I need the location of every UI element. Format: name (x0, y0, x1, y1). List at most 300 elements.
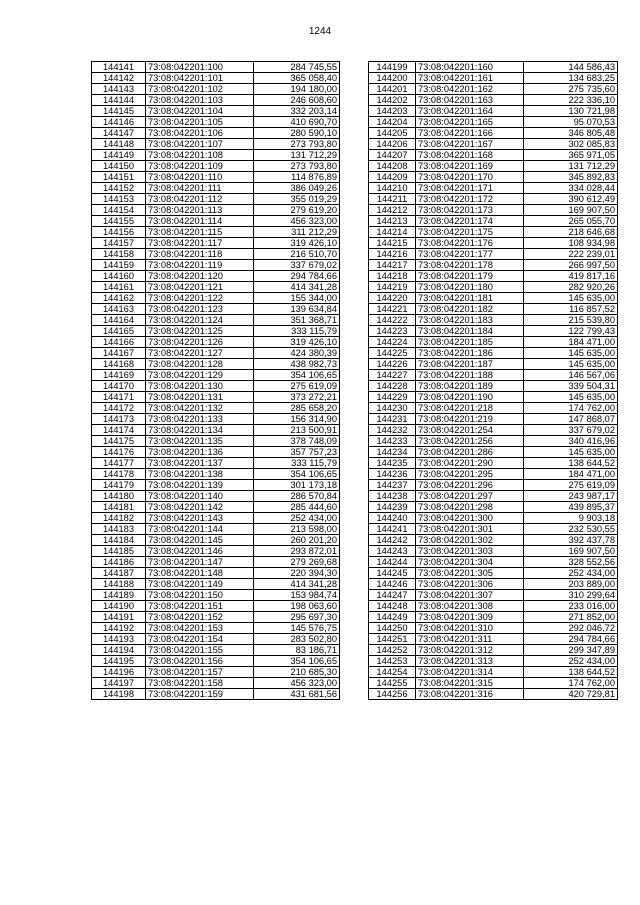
cadastral-number-cell: 73:08:042201:163 (416, 95, 524, 106)
cadastral-number-cell: 73:08:042201:140 (146, 491, 254, 502)
row-number-cell: 144183 (92, 524, 146, 535)
value-cell: 210 685,30 (254, 667, 340, 678)
row-number-cell: 144219 (369, 282, 416, 293)
left-data-table (91, 61, 340, 700)
row-number-cell: 144225 (369, 348, 416, 359)
row-number-cell: 144153 (92, 194, 146, 205)
row-number-cell: 144205 (369, 128, 416, 139)
row-number-cell: 144174 (92, 425, 146, 436)
table-row (92, 557, 340, 568)
value-cell: 414 341,28 (254, 579, 340, 590)
cadastral-number-cell: 73:08:042201:133 (146, 414, 254, 425)
cadastral-number-cell: 73:08:042201:314 (416, 667, 524, 678)
row-number-cell: 144175 (92, 436, 146, 447)
value-cell: 144 586,43 (524, 62, 618, 73)
cadastral-number-cell: 73:08:042201:308 (416, 601, 524, 612)
cadastral-number-cell: 73:08:042201:179 (416, 271, 524, 282)
value-cell: 155 344,00 (254, 293, 340, 304)
cadastral-number-cell: 73:08:042201:120 (146, 271, 254, 282)
row-number-cell: 144239 (369, 502, 416, 513)
value-cell: 333 115,79 (254, 458, 340, 469)
table-row (92, 62, 340, 73)
value-cell: 246 608,60 (254, 95, 340, 106)
row-number-cell: 144199 (369, 62, 416, 73)
row-number-cell: 144222 (369, 315, 416, 326)
cadastral-number-cell: 73:08:042201:118 (146, 249, 254, 260)
cadastral-number-cell: 73:08:042201:152 (146, 612, 254, 623)
value-cell: 386 049,26 (254, 183, 340, 194)
cadastral-number-cell: 73:08:042201:110 (146, 172, 254, 183)
cadastral-number-cell: 73:08:042201:136 (146, 447, 254, 458)
cadastral-number-cell: 73:08:042201:150 (146, 590, 254, 601)
table-row (92, 623, 340, 634)
table-row (369, 227, 618, 238)
cadastral-number-cell: 73:08:042201:165 (416, 117, 524, 128)
cadastral-number-cell: 73:08:042201:148 (146, 568, 254, 579)
value-cell: 131 712,29 (254, 150, 340, 161)
value-cell: 194 180,00 (254, 84, 340, 95)
table-row (92, 436, 340, 447)
cadastral-number-cell: 73:08:042201:181 (416, 293, 524, 304)
table-row (92, 139, 340, 150)
value-cell: 174 762,00 (524, 403, 618, 414)
table-row (369, 95, 618, 106)
value-cell: 138 644,52 (524, 458, 618, 469)
cadastral-number-cell: 73:08:042201:303 (416, 546, 524, 557)
table-row (92, 392, 340, 403)
value-cell: 114 876,89 (254, 172, 340, 183)
cadastral-number-cell: 73:08:042201:103 (146, 95, 254, 106)
cadastral-number-cell: 73:08:042201:153 (146, 623, 254, 634)
cadastral-number-cell: 73:08:042201:119 (146, 260, 254, 271)
cadastral-number-cell: 73:08:042201:180 (416, 282, 524, 293)
row-number-cell: 144230 (369, 403, 416, 414)
cadastral-number-cell: 73:08:042201:154 (146, 634, 254, 645)
value-cell: 184 471,00 (524, 469, 618, 480)
value-cell: 153 984,74 (254, 590, 340, 601)
row-number-cell: 144190 (92, 601, 146, 612)
row-number-cell: 144150 (92, 161, 146, 172)
table-row (92, 546, 340, 557)
value-cell: 346 805,48 (524, 128, 618, 139)
value-cell: 213 598,00 (254, 524, 340, 535)
row-number-cell: 144227 (369, 370, 416, 381)
cadastral-number-cell: 73:08:042201:121 (146, 282, 254, 293)
row-number-cell: 144253 (369, 656, 416, 667)
value-cell: 265 055,70 (524, 216, 618, 227)
cadastral-number-cell: 73:08:042201:114 (146, 216, 254, 227)
row-number-cell: 144209 (369, 172, 416, 183)
table-row (369, 194, 618, 205)
table-row (92, 326, 340, 337)
row-number-cell: 144213 (369, 216, 416, 227)
cadastral-number-cell: 73:08:042201:160 (416, 62, 524, 73)
row-number-cell: 144166 (92, 337, 146, 348)
value-cell: 271 852,00 (524, 612, 618, 623)
value-cell: 299 347,89 (524, 645, 618, 656)
row-number-cell: 144179 (92, 480, 146, 491)
cadastral-number-cell: 73:08:042201:311 (416, 634, 524, 645)
value-cell: 145 635,00 (524, 293, 618, 304)
table-row (369, 315, 618, 326)
row-number-cell: 144163 (92, 304, 146, 315)
cadastral-number-cell: 73:08:042201:107 (146, 139, 254, 150)
cadastral-number-cell: 73:08:042201:117 (146, 238, 254, 249)
cadastral-number-cell: 73:08:042201:108 (146, 150, 254, 161)
table-row (369, 436, 618, 447)
table-row (92, 634, 340, 645)
row-number-cell: 144157 (92, 238, 146, 249)
right-data-table (368, 61, 618, 700)
table-row (369, 392, 618, 403)
cadastral-number-cell: 73:08:042201:123 (146, 304, 254, 315)
table-row (92, 271, 340, 282)
value-cell: 203 889,00 (524, 579, 618, 590)
row-number-cell: 144208 (369, 161, 416, 172)
value-cell: 215 539,80 (524, 315, 618, 326)
row-number-cell: 144250 (369, 623, 416, 634)
value-cell: 339 504,31 (524, 381, 618, 392)
row-number-cell: 144234 (369, 447, 416, 458)
table-row (369, 513, 618, 524)
cadastral-number-cell: 73:08:042201:130 (146, 381, 254, 392)
row-number-cell: 144164 (92, 315, 146, 326)
cadastral-number-cell: 73:08:042201:138 (146, 469, 254, 480)
cadastral-number-cell: 73:08:042201:161 (416, 73, 524, 84)
value-cell: 116 857,52 (524, 304, 618, 315)
value-cell: 438 982,73 (254, 359, 340, 370)
table-row (369, 601, 618, 612)
row-number-cell: 144149 (92, 150, 146, 161)
table-row (369, 480, 618, 491)
cadastral-number-cell: 73:08:042201:310 (416, 623, 524, 634)
table-row (92, 205, 340, 216)
row-number-cell: 144154 (92, 205, 146, 216)
cadastral-number-cell: 73:08:042201:105 (146, 117, 254, 128)
value-cell: 108 934,98 (524, 238, 618, 249)
value-cell: 420 729,81 (524, 689, 618, 700)
cadastral-number-cell: 73:08:042201:112 (146, 194, 254, 205)
cadastral-number-cell: 73:08:042201:137 (146, 458, 254, 469)
table-row (92, 227, 340, 238)
row-number-cell: 144182 (92, 513, 146, 524)
row-number-cell: 144159 (92, 260, 146, 271)
value-cell: 145 576,75 (254, 623, 340, 634)
cadastral-number-cell: 73:08:042201:168 (416, 150, 524, 161)
table-row (92, 381, 340, 392)
row-number-cell: 144184 (92, 535, 146, 546)
value-cell: 260 201,20 (254, 535, 340, 546)
cadastral-number-cell: 73:08:042201:187 (416, 359, 524, 370)
table-row (369, 425, 618, 436)
table-row (92, 293, 340, 304)
value-cell: 354 106,65 (254, 469, 340, 480)
row-number-cell: 144235 (369, 458, 416, 469)
row-number-cell: 144255 (369, 678, 416, 689)
cadastral-number-cell: 73:08:042201:142 (146, 502, 254, 513)
cadastral-number-cell: 73:08:042201:188 (416, 370, 524, 381)
row-number-cell: 144197 (92, 678, 146, 689)
value-cell: 392 437,78 (524, 535, 618, 546)
table-row (92, 491, 340, 502)
value-cell: 357 757,23 (254, 447, 340, 458)
row-number-cell: 144152 (92, 183, 146, 194)
table-row (369, 139, 618, 150)
value-cell: 378 748,09 (254, 436, 340, 447)
cadastral-number-cell: 73:08:042201:184 (416, 326, 524, 337)
value-cell: 213 500,91 (254, 425, 340, 436)
value-cell: 337 679,02 (524, 425, 618, 436)
cadastral-number-cell: 73:08:042201:297 (416, 491, 524, 502)
value-cell: 285 444,60 (254, 502, 340, 513)
cadastral-number-cell: 73:08:042201:132 (146, 403, 254, 414)
table-row (92, 458, 340, 469)
table-row (369, 161, 618, 172)
table-row (92, 579, 340, 590)
row-number-cell: 144151 (92, 172, 146, 183)
table-row (369, 623, 618, 634)
table-row (92, 238, 340, 249)
table-row (369, 150, 618, 161)
value-cell: 169 907,50 (524, 546, 618, 557)
table-row (92, 601, 340, 612)
table-row (92, 348, 340, 359)
table-row (369, 238, 618, 249)
cadastral-number-cell: 73:08:042201:149 (146, 579, 254, 590)
value-cell: 282 920,26 (524, 282, 618, 293)
value-cell: 286 570,84 (254, 491, 340, 502)
cadastral-number-cell: 73:08:042201:144 (146, 524, 254, 535)
table-row (92, 216, 340, 227)
row-number-cell: 144243 (369, 546, 416, 557)
table-row (369, 216, 618, 227)
cadastral-number-cell: 73:08:042201:164 (416, 106, 524, 117)
row-number-cell: 144193 (92, 634, 146, 645)
table-row (369, 249, 618, 260)
cadastral-number-cell: 73:08:042201:145 (146, 535, 254, 546)
value-cell: 319 426,10 (254, 337, 340, 348)
cadastral-number-cell: 73:08:042201:174 (416, 216, 524, 227)
row-number-cell: 144161 (92, 282, 146, 293)
table-row (92, 414, 340, 425)
row-number-cell: 144168 (92, 359, 146, 370)
cadastral-number-cell: 73:08:042201:302 (416, 535, 524, 546)
row-number-cell: 144223 (369, 326, 416, 337)
row-number-cell: 144221 (369, 304, 416, 315)
row-number-cell: 144194 (92, 645, 146, 656)
value-cell: 279 619,20 (254, 205, 340, 216)
row-number-cell: 144247 (369, 590, 416, 601)
row-number-cell: 144165 (92, 326, 146, 337)
table-row (92, 469, 340, 480)
table-row (369, 348, 618, 359)
value-cell: 390 612,49 (524, 194, 618, 205)
table-row (369, 359, 618, 370)
row-number-cell: 144158 (92, 249, 146, 260)
cadastral-number-cell: 73:08:042201:183 (416, 315, 524, 326)
value-cell: 198 063,60 (254, 601, 340, 612)
value-cell: 275 619,09 (254, 381, 340, 392)
value-cell: 294 784,66 (254, 271, 340, 282)
row-number-cell: 144148 (92, 139, 146, 150)
table-row (369, 678, 618, 689)
value-cell: 311 212,29 (254, 227, 340, 238)
value-cell: 252 434,00 (524, 568, 618, 579)
table-row (369, 667, 618, 678)
value-cell: 410 690,70 (254, 117, 340, 128)
table-row (369, 491, 618, 502)
row-number-cell: 144143 (92, 84, 146, 95)
value-cell: 332 203,14 (254, 106, 340, 117)
table-row (369, 62, 618, 73)
table-row (369, 128, 618, 139)
table-row (92, 359, 340, 370)
cadastral-number-cell: 73:08:042201:167 (416, 139, 524, 150)
cadastral-number-cell: 73:08:042201:177 (416, 249, 524, 260)
row-number-cell: 144241 (369, 524, 416, 535)
cadastral-number-cell: 73:08:042201:129 (146, 370, 254, 381)
row-number-cell: 144144 (92, 95, 146, 106)
cadastral-number-cell: 73:08:042201:131 (146, 392, 254, 403)
value-cell: 328 552,56 (524, 557, 618, 568)
table-row (369, 568, 618, 579)
value-cell: 130 721,98 (524, 106, 618, 117)
value-cell: 333 115,79 (254, 326, 340, 337)
table-row (92, 568, 340, 579)
value-cell: 216 510,70 (254, 249, 340, 260)
table-row (369, 447, 618, 458)
row-number-cell: 144214 (369, 227, 416, 238)
table-row (92, 95, 340, 106)
table-row (369, 271, 618, 282)
row-number-cell: 144198 (92, 689, 146, 700)
row-number-cell: 144187 (92, 568, 146, 579)
row-number-cell: 144170 (92, 381, 146, 392)
row-number-cell: 144177 (92, 458, 146, 469)
value-cell: 334 028,44 (524, 183, 618, 194)
table-row (369, 612, 618, 623)
cadastral-number-cell: 73:08:042201:166 (416, 128, 524, 139)
value-cell: 273 793,80 (254, 139, 340, 150)
table-row (369, 557, 618, 568)
value-cell: 273 793,80 (254, 161, 340, 172)
value-cell: 424 380,39 (254, 348, 340, 359)
value-cell: 302 085,83 (524, 139, 618, 150)
row-number-cell: 144155 (92, 216, 146, 227)
row-number-cell: 144156 (92, 227, 146, 238)
table-row (92, 513, 340, 524)
table-row (369, 304, 618, 315)
value-cell: 131 712,29 (524, 161, 618, 172)
cadastral-number-cell: 73:08:042201:127 (146, 348, 254, 359)
row-number-cell: 144244 (369, 557, 416, 568)
table-row (92, 667, 340, 678)
table-row (369, 689, 618, 700)
cadastral-number-cell: 73:08:042201:125 (146, 326, 254, 337)
table-row (92, 161, 340, 172)
cadastral-number-cell: 73:08:042201:190 (416, 392, 524, 403)
value-cell: 419 817,16 (524, 271, 618, 282)
row-number-cell: 144201 (369, 84, 416, 95)
row-number-cell: 144141 (92, 62, 146, 73)
value-cell: 139 634,84 (254, 304, 340, 315)
value-cell: 365 971,05 (524, 150, 618, 161)
cadastral-number-cell: 73:08:042201:146 (146, 546, 254, 557)
value-cell: 373 272,21 (254, 392, 340, 403)
cadastral-number-cell: 73:08:042201:139 (146, 480, 254, 491)
row-number-cell: 144200 (369, 73, 416, 84)
value-cell: 145 635,00 (524, 447, 618, 458)
table-row (369, 469, 618, 480)
cadastral-number-cell: 73:08:042201:306 (416, 579, 524, 590)
value-cell: 295 697,30 (254, 612, 340, 623)
cadastral-number-cell: 73:08:042201:102 (146, 84, 254, 95)
value-cell: 345 892,83 (524, 172, 618, 183)
cadastral-number-cell: 73:08:042201:300 (416, 513, 524, 524)
table-row (369, 282, 618, 293)
table-row (92, 370, 340, 381)
value-cell: 156 314,90 (254, 414, 340, 425)
value-cell: 280 590,10 (254, 128, 340, 139)
row-number-cell: 144231 (369, 414, 416, 425)
table-row (369, 326, 618, 337)
cadastral-number-cell: 73:08:042201:256 (416, 436, 524, 447)
value-cell: 184 471,00 (524, 337, 618, 348)
table-row (92, 656, 340, 667)
cadastral-number-cell: 73:08:042201:173 (416, 205, 524, 216)
cadastral-number-cell: 73:08:042201:122 (146, 293, 254, 304)
row-number-cell: 144176 (92, 447, 146, 458)
cadastral-number-cell: 73:08:042201:113 (146, 205, 254, 216)
table-row (369, 590, 618, 601)
value-cell: 294 784,66 (524, 634, 618, 645)
page-number: 1244 (308, 26, 332, 37)
row-number-cell: 144171 (92, 392, 146, 403)
cadastral-number-cell: 73:08:042201:147 (146, 557, 254, 568)
table-row (92, 425, 340, 436)
row-number-cell: 144196 (92, 667, 146, 678)
table-row (369, 645, 618, 656)
cadastral-number-cell: 73:08:042201:254 (416, 425, 524, 436)
table-row (92, 172, 340, 183)
cadastral-number-cell: 73:08:042201:295 (416, 469, 524, 480)
row-number-cell: 144173 (92, 414, 146, 425)
row-number-cell: 144232 (369, 425, 416, 436)
table-row (92, 183, 340, 194)
row-number-cell: 144206 (369, 139, 416, 150)
value-cell: 292 046,72 (524, 623, 618, 634)
row-number-cell: 144242 (369, 535, 416, 546)
row-number-cell: 144172 (92, 403, 146, 414)
row-number-cell: 144246 (369, 579, 416, 590)
cadastral-number-cell: 73:08:042201:290 (416, 458, 524, 469)
table-row (92, 106, 340, 117)
value-cell: 431 681,56 (254, 689, 340, 700)
value-cell: 83 186,71 (254, 645, 340, 656)
value-cell: 122 799,43 (524, 326, 618, 337)
cadastral-number-cell: 73:08:042201:104 (146, 106, 254, 117)
cadastral-number-cell: 73:08:042201:134 (146, 425, 254, 436)
row-number-cell: 144256 (369, 689, 416, 700)
row-number-cell: 144160 (92, 271, 146, 282)
cadastral-number-cell: 73:08:042201:182 (416, 304, 524, 315)
row-number-cell: 144180 (92, 491, 146, 502)
table-row (369, 381, 618, 392)
cadastral-number-cell: 73:08:042201:175 (416, 227, 524, 238)
row-number-cell: 144210 (369, 183, 416, 194)
row-number-cell: 144191 (92, 612, 146, 623)
table-row (92, 282, 340, 293)
